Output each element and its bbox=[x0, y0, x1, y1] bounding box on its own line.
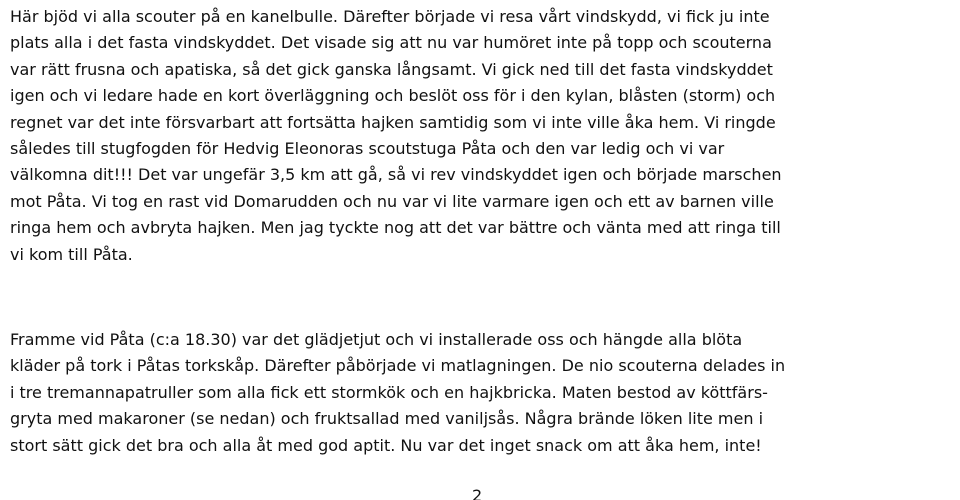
page-number: 2 bbox=[472, 486, 483, 500]
paragraph-1 bbox=[10, 4, 952, 268]
text-line: gryta med makaroner (se nedan) och fruktsallad med vaniljsås. Några brände löken lite men i bbox=[10, 409, 764, 429]
paragraph-2 bbox=[10, 327, 952, 459]
text-line: regnet var det inte försvarbart att fortsätta hajken samtidig som vi inte ville åka hem. Vi ringde bbox=[10, 112, 776, 132]
text-line: Framme vid Påta (c:a 18.30) var det glädjetjut och vi installerade oss och hängde alla blöta bbox=[10, 330, 743, 349]
text-line: kläder på tork i Påtas torkskåp. Därefter påbörjade vi matlagningen. De nio scouterna delades in bbox=[10, 356, 786, 376]
text-line: stort sätt gick det bra och alla åt med god aptit. Nu var det inget snack om att åka hem, inte! bbox=[10, 435, 762, 455]
text-line: plats alla i det fasta vindskyddet. Det visade sig att nu var humöret inte på topp och scouterna bbox=[10, 33, 772, 53]
text-line: i tre tremannapatruller som alla fick ett stormkök och en hajkbricka. Maten bestod av köttfärs- bbox=[10, 382, 768, 402]
text-line: var rätt frusna och apatiska, så det gick ganska långsamt. Vi gick ned till det fasta vindskyddet bbox=[10, 59, 773, 79]
text-line: Här bjöd vi alla scouter på en kanelbulle. Därefter började vi resa vårt vindskydd, vi fick ju inte bbox=[10, 7, 770, 26]
text-line: mot Påta. Vi tog en rast vid Domarudden och nu var vi lite varmare igen och ett av barnen ville bbox=[10, 191, 774, 211]
text-line: välkomna dit!!! Det var ungefär 3,5 km att gå, så vi rev vindskyddet igen och började marschen bbox=[10, 165, 782, 185]
text-line: vi kom till Påta. bbox=[10, 244, 133, 264]
text-line: således till stugfogden för Hedvig Eleonoras scoutstuga Påta och den var ledig och vi var bbox=[10, 138, 725, 158]
text-line: igen och vi ledare hade en kort överläggning och beslöt oss för i den kylan, blåsten (storm) och bbox=[10, 86, 776, 106]
text-line: ringa hem och avbryta hajken. Men jag tyckte nog att det var bättre och vänta med att ringa till bbox=[10, 218, 781, 238]
